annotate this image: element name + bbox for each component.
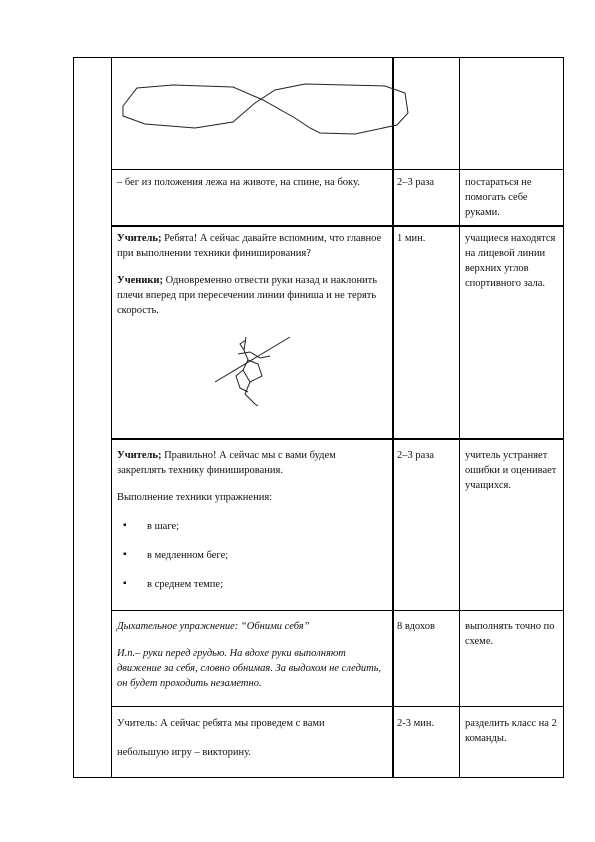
figure-eight-drawing [115,78,415,138]
row-4-note: выполнять точно по схеме. [465,621,555,647]
runner-sketch [210,332,300,412]
row-1-main [117,175,382,190]
list-item: ▪ в медленном беге; [117,548,387,563]
teacher-label: Учитель; [117,233,162,244]
student-text: Одновременно отвести руки назад и наклонить плечи вперед при пересечении линии финиша и не терять скорость. [117,275,378,316]
list-item: ▪ в шаге; [117,519,387,534]
teacher-text: Правильно! А сейчас мы с вами будем закреплять технику финиширования. [117,450,336,476]
exercise-intro: Выполнение техники упражнения: [117,492,273,503]
row-2-time: 1 мин. [397,233,426,244]
row-2-note: учащиеся находятся на лицевой линии верхних углов спортивного зала. [465,233,556,289]
teacher-instruction [117,448,387,478]
row-5-main [117,716,387,760]
breathing-exercise-title: Дыхательное упражнение: “Обними себя” [117,621,310,632]
row-1-time: 2–3 раза [397,177,435,188]
row-divider [112,225,563,227]
row-divider [112,438,563,440]
row-divider [112,706,563,707]
teacher-game-line-2: небольшую игру – викторину. [117,747,251,758]
row-4-main [117,619,387,691]
row-3-time: 2–3 раза [397,450,435,461]
column-divider [111,58,112,777]
row-3-note: учитель устраняет ошибки и оценивает учащихся. [465,450,557,491]
teacher-text: Ребята! А сейчас давайте вспомним, что главное при выполнении техники финиширования? [117,233,382,259]
breathing-exercise-text: И.п.– руки перед грудью. На вдохе руки выполняют движение за себя, словно обнимая. За выдохом не следить, он будет проходить незаметно. [117,648,382,689]
row-1-note: постараться не помогать себе руками. [465,177,532,218]
column-divider [392,58,394,777]
row-divider [112,610,563,611]
row-divider [112,169,563,170]
row-2-main [117,231,387,318]
row-5-note: разделить класс на 2 команды. [465,718,557,744]
list-item: ▪ в среднем темпе; [117,577,387,592]
row-5-time: 2-3 мин. [397,718,435,729]
teacher-question [117,231,387,261]
exercise-text: – бег из положения лежа на животе, на спине, на боку. [117,177,360,188]
teacher-label: Учитель; [117,450,162,461]
column-divider [459,58,460,777]
student-answer [117,273,387,318]
teacher-game-line-1: Учитель: А сейчас ребята мы проведем с вами [117,718,325,729]
student-label: Ученики; [117,275,163,286]
row-4-time: 8 вдохов [397,621,435,632]
row-3-main [117,448,387,606]
exercise-list [117,519,387,592]
